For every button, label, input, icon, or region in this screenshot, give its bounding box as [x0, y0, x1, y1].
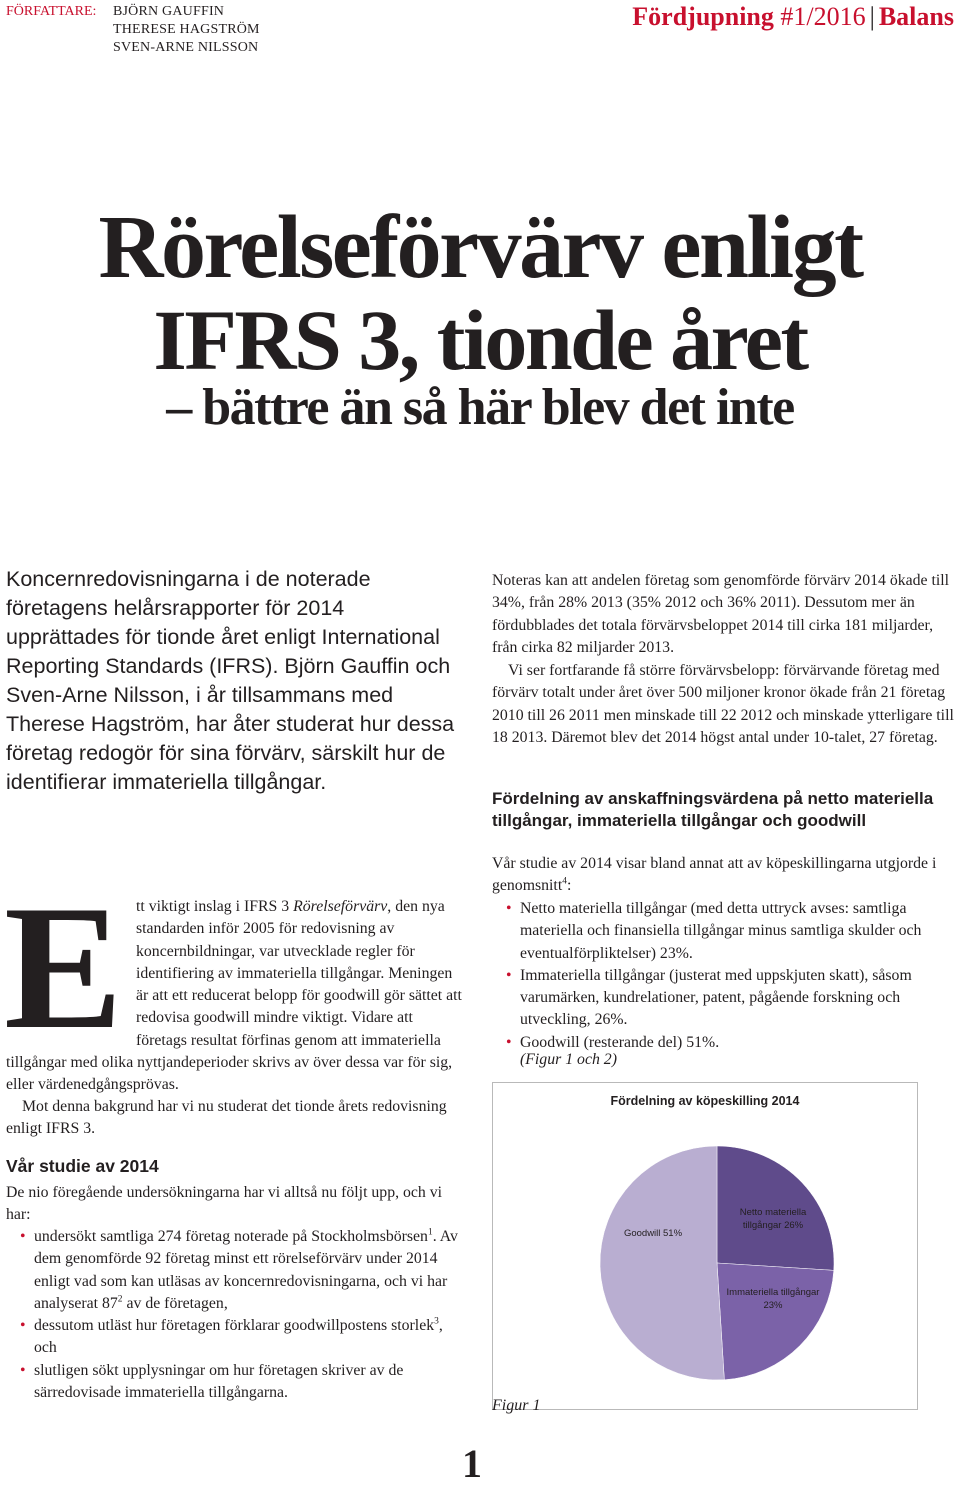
header-divider: | — [869, 2, 875, 31]
author-1: BJÖRN GAUFFIN — [113, 4, 225, 19]
chart-title: Fördelning av köpeskilling 2014 — [610, 1094, 800, 1108]
study-bullets — [6, 1226, 466, 1404]
chart-frame — [492, 1082, 918, 1410]
bullet-icon: • — [20, 1317, 26, 1335]
bullet-icon: • — [506, 1033, 512, 1051]
pie-slices — [600, 1146, 834, 1380]
pie-chart — [493, 1083, 917, 1409]
list-item: • Netto materiella tillgångar (med detta uttryck avses: samtliga materiella och finansiella tillgångar minus samtliga skulder och eventualförpliktelser) 23%. — [506, 900, 922, 962]
figure-reference: (Figur 1 och 2) — [520, 1051, 617, 1068]
dropcap: E — [4, 868, 123, 1066]
bullet-icon: • — [20, 1228, 26, 1245]
pie-slice-label: Netto materiella tillgångar 26% — [739, 1207, 807, 1231]
distribution-bullets — [492, 898, 954, 1054]
title-line-1: Rörelseförvärv enligt — [98, 198, 862, 297]
intro-text-em: Rörelseförvärv — [293, 898, 388, 915]
bullet-icon: • — [506, 900, 512, 917]
pie-slice — [600, 1146, 724, 1380]
title-line-3: – bättre än så här blev det inte — [166, 379, 794, 436]
issue-number: #1/2016 — [780, 2, 866, 31]
figure-label: Figur 1 — [492, 1397, 541, 1414]
share-paragraph: Noteras kan att andelen företag som genomförde förvärv 2014 ökade till 34%, från 28% 2013 (35% 2012 och 36% 2011). Dessutom mer än fördubblades det totala förvärvsbeloppet 2014 till cirka 181 miljarder, från cirka 82 miljarder 2013. — [492, 572, 950, 656]
lead-paragraph: Koncernredovisningarna i de noterade företagens helårsrapporter för 2014 upprättades för tionde året enligt International Reporting Standards (IFRS). Björn Gauffin och Sven-Arne Nilsson, i år tillsammans med Therese Hagström, har åter studerat hur dessa företag redogör för sina förvärv, särskilt hur de identifierar immateriella tillgångar. — [6, 567, 455, 794]
section-name: Fördjupning — [632, 2, 774, 31]
list-item: • undersökt samtliga 274 företag noterade på Stockholmsbörsen$^1$. Av dem genomförde 92 företag minst ett rörelseförvärv under 2014 enligt vad som kan utläsas av koncernredovisningarna, och vi har analyserat $87^2$ av de företagen, — [20, 1227, 458, 1312]
list-item: • Goodwill (resterande del) 51%. — [492, 1032, 954, 1054]
amount-paragraph: Vi ser fortfarande få större förvärvsbelopp: förvärvande företag med förvärv totalt under året över 500 miljoner kronor ökade från 21 företag 2010 till 26 2011 men minskade till 22 2012 och minskade ytterligare till 18 2013. Däremot blev det 2014 högst antal under 10-talet, 27 företag. — [492, 662, 954, 746]
author-2: THERESE HAGSTRÖM — [113, 22, 260, 37]
issue-header — [632, 2, 954, 32]
list-item: • Immateriella tillgångar (justerat med uppskjuten skatt), såsom varumärken, kundrelationer, patent, pågående forskning och utveckling, 26%. — [506, 966, 912, 1029]
author-3: SVEN-ARNE NILSSON — [113, 40, 259, 55]
intro-text-a: tt viktigt inslag i IFRS 3 — [136, 898, 294, 915]
list-item: • dessutom utläst hur företagen förklarar goodwillpostens storlek$^3$, och — [20, 1316, 443, 1357]
distribution-heading: Fördelning av anskaffningsvärdena på netto materiella tillgångar, immateriella tillgångar och goodwill — [492, 789, 934, 830]
dropcap-spacer — [6, 896, 136, 1042]
list-item: • slutligen sökt upplysningar om hur företagen skriver av de särredovisade immateriella tillgångarna. — [20, 1361, 404, 1402]
pie-slice-label: Immateriella tillgångar 23% — [726, 1287, 820, 1311]
page-number: 1 — [462, 1441, 482, 1486]
bullet-icon: • — [20, 1361, 26, 1379]
pie-slice — [717, 1263, 834, 1380]
study-heading: Vår studie av 2014 — [6, 1156, 159, 1176]
pie-slice-label: Goodwill 51% — [623, 1228, 683, 1239]
study-intro: De nio föregående undersökningarna har vi alltså nu följt upp, och vi har: — [6, 1184, 443, 1224]
distribution-intro: Vår studie av 2014 visar bland annat att av köpeskillingarna utgjorde i genomsnitt$^4$: — [492, 855, 937, 895]
intro-paragraph — [6, 896, 466, 1097]
background-paragraph: Mot denna bakgrund har vi nu studerat det tionde årets redovisning enligt IFRS 3. — [6, 1098, 447, 1138]
publication-name: Balans — [878, 2, 954, 31]
title-line-2: IFRS 3, tionde året — [153, 292, 807, 388]
bullet-icon: • — [506, 966, 512, 984]
authors-label: FÖRFATTARE: — [6, 4, 97, 19]
intro-text-b: , den nya standarden inför 2005 för redovisning av koncernbildningar, var utvecklade regler för identifiering av immateriella tillgångar. Meningen är att ett reducerat belopp för goodwill gör sättet att redovisa goodwill mindre viktigt. Vidare att företags resultat förfinas genom att immateriella tillgångar med olika nyttjandeperioder skrivs av över dessa var för sig, eller värdenedgångsprövas. — [6, 898, 462, 1094]
